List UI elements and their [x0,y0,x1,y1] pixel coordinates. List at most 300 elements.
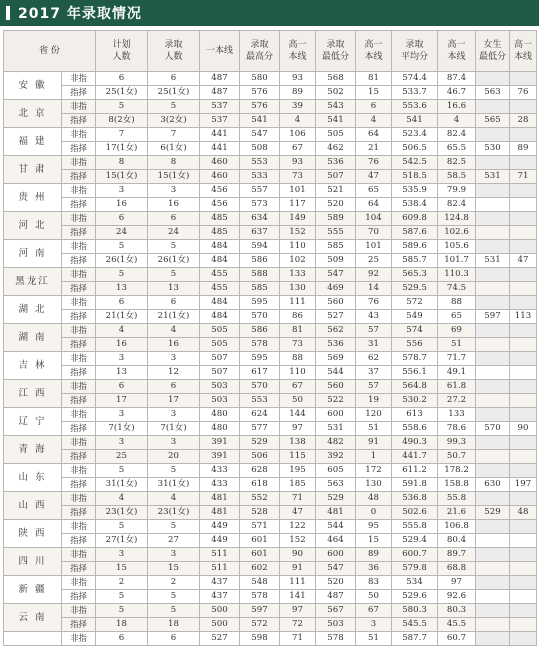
min-over-cell: 3 [356,618,392,632]
max-score-cell: 617 [240,366,280,380]
table-row [4,282,537,296]
table-row [4,478,537,492]
max-score-cell: 595 [240,296,280,310]
avg-over-cell: 89.7 [438,548,476,562]
min-over-cell: 81 [356,72,392,86]
female-min-cell: 597 [476,310,510,324]
tier1-cell: 484 [200,310,240,324]
avg-score-cell: 556.1 [392,366,438,380]
female-min-cell [476,352,510,366]
table-row [4,254,537,268]
min-over-cell: 51 [356,422,392,436]
category-cell: 指择 [62,506,96,520]
admitted-cell: 5 [148,268,200,282]
max-score-cell: 586 [240,324,280,338]
female-over-cell: 47 [510,254,537,268]
avg-over-cell: 58.5 [438,170,476,184]
min-over-cell: 25 [356,254,392,268]
female-over-cell: 28 [510,114,537,128]
max-score-cell: 602 [240,562,280,576]
max-over-cell: 152 [280,534,316,548]
table-row [4,128,537,142]
table-row [4,184,537,198]
tier1-cell: 507 [200,352,240,366]
min-over-cell: 76 [356,296,392,310]
avg-over-cell: 55.8 [438,492,476,506]
female-min-cell [476,184,510,198]
plan-cell: 13 [96,282,148,296]
plan-cell: 7(1女) [96,422,148,436]
female-over-cell: 197 [510,478,537,492]
category-cell: 指择 [62,450,96,464]
table-row [4,436,537,450]
tier1-cell: 455 [200,282,240,296]
province-cell: 湖 北 [4,296,62,324]
max-over-cell: 101 [280,184,316,198]
avg-over-cell: 65.5 [438,142,476,156]
avg-score-cell: 538.4 [392,198,438,212]
tier1-cell: 481 [200,506,240,520]
table-row [4,380,537,394]
admitted-cell: 6 [148,296,200,310]
avg-over-cell: 82.5 [438,156,476,170]
plan-cell: 17(1女) [96,142,148,156]
plan-cell: 27(1女) [96,534,148,548]
admitted-cell: 6(1女) [148,142,200,156]
plan-cell: 26(1女) [96,254,148,268]
female-over-cell: 113 [510,310,537,324]
avg-over-cell: 88 [438,296,476,310]
min-over-cell: 120 [356,408,392,422]
max-over-cell: 39 [280,100,316,114]
max-over-cell: 106 [280,128,316,142]
avg-over-cell: 133 [438,408,476,422]
table-row [4,226,537,240]
female-over-cell: 89 [510,142,537,156]
female-over-cell: 71 [510,170,537,184]
female-min-cell [476,380,510,394]
avg-over-cell: 87.4 [438,72,476,86]
female-min-cell [476,492,510,506]
admitted-cell: 5 [148,520,200,534]
avg-score-cell: 565.3 [392,268,438,282]
min-score-cell: 509 [316,254,356,268]
max-score-cell: 634 [240,212,280,226]
admitted-cell: 3 [148,408,200,422]
category-cell: 指择 [62,226,96,240]
min-score-cell: 544 [316,366,356,380]
table-row [4,408,537,422]
admitted-cell: 21(1女) [148,310,200,324]
category-cell: 指择 [62,338,96,352]
female-over-cell [510,226,537,240]
avg-over-cell: 80.3 [438,604,476,618]
province-cell: 陕 西 [4,520,62,548]
avg-over-cell: 124.8 [438,212,476,226]
tier1-cell: 503 [200,394,240,408]
max-score-cell: 508 [240,142,280,156]
table-row [4,394,537,408]
female-min-cell [476,436,510,450]
province-cell: 河 南 [4,240,62,268]
max-score-cell: 601 [240,534,280,548]
province-cell: 黑龙江 [4,268,62,296]
province-cell: 辽 宁 [4,408,62,436]
female-min-cell [476,72,510,86]
avg-over-cell: 21.6 [438,506,476,520]
table-row [4,618,537,632]
female-over-cell [510,338,537,352]
category-cell: 指择 [62,394,96,408]
female-min-cell [476,618,510,632]
min-over-cell: 57 [356,380,392,394]
plan-cell: 5 [96,100,148,114]
avg-over-cell: 101.7 [438,254,476,268]
female-min-cell [476,562,510,576]
province-cell: 新 疆 [4,576,62,604]
min-score-cell: 462 [316,142,356,156]
table-row [4,520,537,534]
avg-over-cell: 74.5 [438,282,476,296]
avg-score-cell: 518.5 [392,170,438,184]
min-over-cell: 130 [356,478,392,492]
min-score-cell: 547 [316,562,356,576]
avg-score-cell: 555.8 [392,520,438,534]
admitted-cell: 31(1女) [148,478,200,492]
tier1-cell: 505 [200,324,240,338]
category-cell: 指择 [62,170,96,184]
avg-over-cell: 45.5 [438,618,476,632]
min-score-cell: 585 [316,240,356,254]
min-score-cell: 605 [316,464,356,478]
table-row [4,268,537,282]
max-score-cell: 573 [240,198,280,212]
max-over-cell: 81 [280,324,316,338]
female-over-cell [510,464,537,478]
category-cell: 非指 [62,156,96,170]
female-over-cell: 48 [510,506,537,520]
max-score-cell: 597 [240,604,280,618]
plan-cell: 4 [96,324,148,338]
admitted-cell: 17 [148,394,200,408]
table-row [4,72,537,86]
header-max: 录取 最高分 [240,31,280,72]
admitted-cell: 24 [148,226,200,240]
max-score-cell: 601 [240,548,280,562]
max-over-cell: 50 [280,394,316,408]
max-over-cell: 152 [280,226,316,240]
avg-score-cell: 533.7 [392,86,438,100]
female-min-cell [476,282,510,296]
max-score-cell: 624 [240,408,280,422]
category-cell: 指择 [62,198,96,212]
plan-cell: 2 [96,576,148,590]
tier1-cell: 449 [200,520,240,534]
category-cell: 指择 [62,366,96,380]
min-over-cell: 1 [356,450,392,464]
section-title: 2017 年录取情况 [18,6,142,22]
plan-cell: 23(1女) [96,506,148,520]
avg-score-cell: 535.9 [392,184,438,198]
max-score-cell: 576 [240,86,280,100]
province-cell: 山 东 [4,464,62,492]
max-over-cell: 111 [280,296,316,310]
avg-score-cell: 580.3 [392,604,438,618]
tier1-cell: 511 [200,548,240,562]
avg-over-cell: 50.7 [438,450,476,464]
min-over-cell: 43 [356,310,392,324]
max-score-cell: 541 [240,114,280,128]
table-row [4,604,537,618]
plan-cell: 17 [96,394,148,408]
avg-score-cell: 589.6 [392,240,438,254]
avg-score-cell: 534 [392,576,438,590]
max-over-cell: 72 [280,618,316,632]
min-score-cell: 562 [316,324,356,338]
avg-over-cell: 80.4 [438,534,476,548]
max-over-cell: 67 [280,142,316,156]
avg-score-cell: 587.6 [392,226,438,240]
min-score-cell: 503 [316,618,356,632]
min-score-cell: 531 [316,422,356,436]
plan-cell: 8(2女) [96,114,148,128]
female-over-cell [510,408,537,422]
female-over-cell [510,240,537,254]
female-min-cell [476,338,510,352]
female-over-cell [510,268,537,282]
category-cell: 非指 [62,548,96,562]
female-min-cell: 563 [476,86,510,100]
max-score-cell: 547 [240,128,280,142]
max-over-cell: 47 [280,506,316,520]
female-over-cell [510,380,537,394]
max-over-cell: 110 [280,366,316,380]
female-min-cell [476,240,510,254]
province-cell: 青 海 [4,436,62,464]
max-over-cell: 195 [280,464,316,478]
avg-over-cell: 105.6 [438,240,476,254]
max-score-cell: 637 [240,226,280,240]
plan-cell: 3 [96,352,148,366]
header-admitted: 录取 人数 [148,31,200,72]
header-plan: 计划 人数 [96,31,148,72]
tier1-cell: 456 [200,198,240,212]
admitted-cell: 5 [148,604,200,618]
female-over-cell [510,100,537,114]
female-over-cell [510,436,537,450]
avg-score-cell: 579.8 [392,562,438,576]
tier1-cell: 481 [200,492,240,506]
min-score-cell: 547 [316,268,356,282]
female-min-cell [476,548,510,562]
category-cell: 非指 [62,212,96,226]
table-row [4,240,537,254]
min-score-cell: 529 [316,492,356,506]
admitted-cell: 12 [148,366,200,380]
tier1-cell: 537 [200,114,240,128]
female-min-cell [476,464,510,478]
min-score-cell: 560 [316,380,356,394]
admitted-cell: 6 [148,380,200,394]
female-min-cell: 529 [476,506,510,520]
banner-bar-icon [6,6,10,20]
avg-over-cell: 27.2 [438,394,476,408]
header-province: 省 份 [4,31,96,72]
avg-score-cell: 564.8 [392,380,438,394]
female-over-cell [510,128,537,142]
category-cell: 指择 [62,254,96,268]
tier1-cell: 437 [200,590,240,604]
admitted-cell: 7 [148,128,200,142]
province-cell: 吉 林 [4,352,62,380]
plan-cell: 3 [96,548,148,562]
table-row [4,156,537,170]
table-row [4,86,537,100]
female-min-cell: 531 [476,170,510,184]
min-score-cell: 464 [316,534,356,548]
min-score-cell: 578 [316,632,356,646]
min-over-cell: 15 [356,534,392,548]
min-over-cell: 50 [356,590,392,604]
min-over-cell: 21 [356,142,392,156]
avg-score-cell: 441.7 [392,450,438,464]
tier1-cell: 485 [200,212,240,226]
max-score-cell: 571 [240,520,280,534]
female-over-cell [510,618,537,632]
min-score-cell: 600 [316,408,356,422]
plan-cell: 18 [96,618,148,632]
plan-cell: 5 [96,240,148,254]
female-over-cell [510,156,537,170]
max-over-cell: 122 [280,520,316,534]
min-over-cell: 65 [356,184,392,198]
min-over-cell: 70 [356,226,392,240]
province-cell: 四 川 [4,548,62,576]
avg-over-cell: 61.8 [438,380,476,394]
plan-cell: 25(1女) [96,86,148,100]
max-over-cell: 71 [280,492,316,506]
header-min-over: 高一 本线 [356,31,392,72]
max-over-cell: 67 [280,380,316,394]
female-min-cell [476,576,510,590]
female-over-cell [510,352,537,366]
min-score-cell: 469 [316,282,356,296]
table-row [4,212,537,226]
female-min-cell [476,534,510,548]
max-over-cell: 86 [280,310,316,324]
avg-over-cell: 49.1 [438,366,476,380]
admitted-cell: 6 [148,212,200,226]
min-score-cell: 544 [316,520,356,534]
min-score-cell: 527 [316,310,356,324]
plan-cell: 6 [96,296,148,310]
tier1-cell: 484 [200,254,240,268]
female-over-cell [510,632,537,646]
admitted-cell: 3 [148,548,200,562]
max-over-cell: 144 [280,408,316,422]
category-cell: 指择 [62,114,96,128]
tier1-cell: 487 [200,72,240,86]
max-over-cell: 130 [280,282,316,296]
avg-over-cell: 79.9 [438,184,476,198]
category-cell: 非指 [62,436,96,450]
max-score-cell: 588 [240,268,280,282]
province-cell: 甘 肃 [4,156,62,184]
max-over-cell: 71 [280,632,316,646]
avg-score-cell: 556 [392,338,438,352]
female-min-cell [476,100,510,114]
province-cell [4,632,62,646]
tier1-cell: 455 [200,268,240,282]
min-score-cell: 568 [316,72,356,86]
female-min-cell [476,156,510,170]
min-over-cell: 91 [356,436,392,450]
category-cell: 指择 [62,310,96,324]
female-over-cell [510,590,537,604]
avg-score-cell: 600.7 [392,548,438,562]
section-banner [0,0,539,26]
admitted-cell: 15(1女) [148,170,200,184]
avg-over-cell: 16.6 [438,100,476,114]
min-over-cell: 101 [356,240,392,254]
avg-score-cell: 541 [392,114,438,128]
province-cell: 山 西 [4,492,62,520]
max-over-cell: 73 [280,338,316,352]
category-cell: 非指 [62,408,96,422]
avg-over-cell: 97 [438,576,476,590]
category-cell: 非指 [62,296,96,310]
max-over-cell: 102 [280,254,316,268]
min-over-cell: 31 [356,338,392,352]
table-row [4,296,537,310]
max-score-cell: 576 [240,100,280,114]
avg-score-cell: 529.4 [392,534,438,548]
min-score-cell: 589 [316,212,356,226]
category-cell: 指择 [62,422,96,436]
plan-cell: 5 [96,464,148,478]
min-over-cell: 67 [356,604,392,618]
plan-cell: 3 [96,184,148,198]
tier1-cell: 441 [200,142,240,156]
plan-cell: 6 [96,380,148,394]
admitted-cell: 16 [148,198,200,212]
max-over-cell: 93 [280,156,316,170]
plan-cell: 4 [96,492,148,506]
female-min-cell: 570 [476,422,510,436]
province-cell: 福 建 [4,128,62,156]
admitted-cell: 23(1女) [148,506,200,520]
max-score-cell: 586 [240,254,280,268]
tier1-cell: 480 [200,408,240,422]
province-cell: 安 徽 [4,72,62,100]
min-score-cell: 520 [316,576,356,590]
min-over-cell: 64 [356,128,392,142]
category-cell: 非指 [62,632,96,646]
female-min-cell [476,394,510,408]
avg-score-cell: 502.6 [392,506,438,520]
header-female-over: 高一 本线 [510,31,537,72]
min-score-cell: 507 [316,170,356,184]
tier1-cell: 500 [200,604,240,618]
table-row [4,562,537,576]
avg-over-cell: 69 [438,324,476,338]
avg-over-cell: 82.4 [438,128,476,142]
min-over-cell: 19 [356,394,392,408]
min-over-cell: 83 [356,576,392,590]
category-cell: 非指 [62,128,96,142]
category-cell: 指择 [62,478,96,492]
female-min-cell [476,450,510,464]
